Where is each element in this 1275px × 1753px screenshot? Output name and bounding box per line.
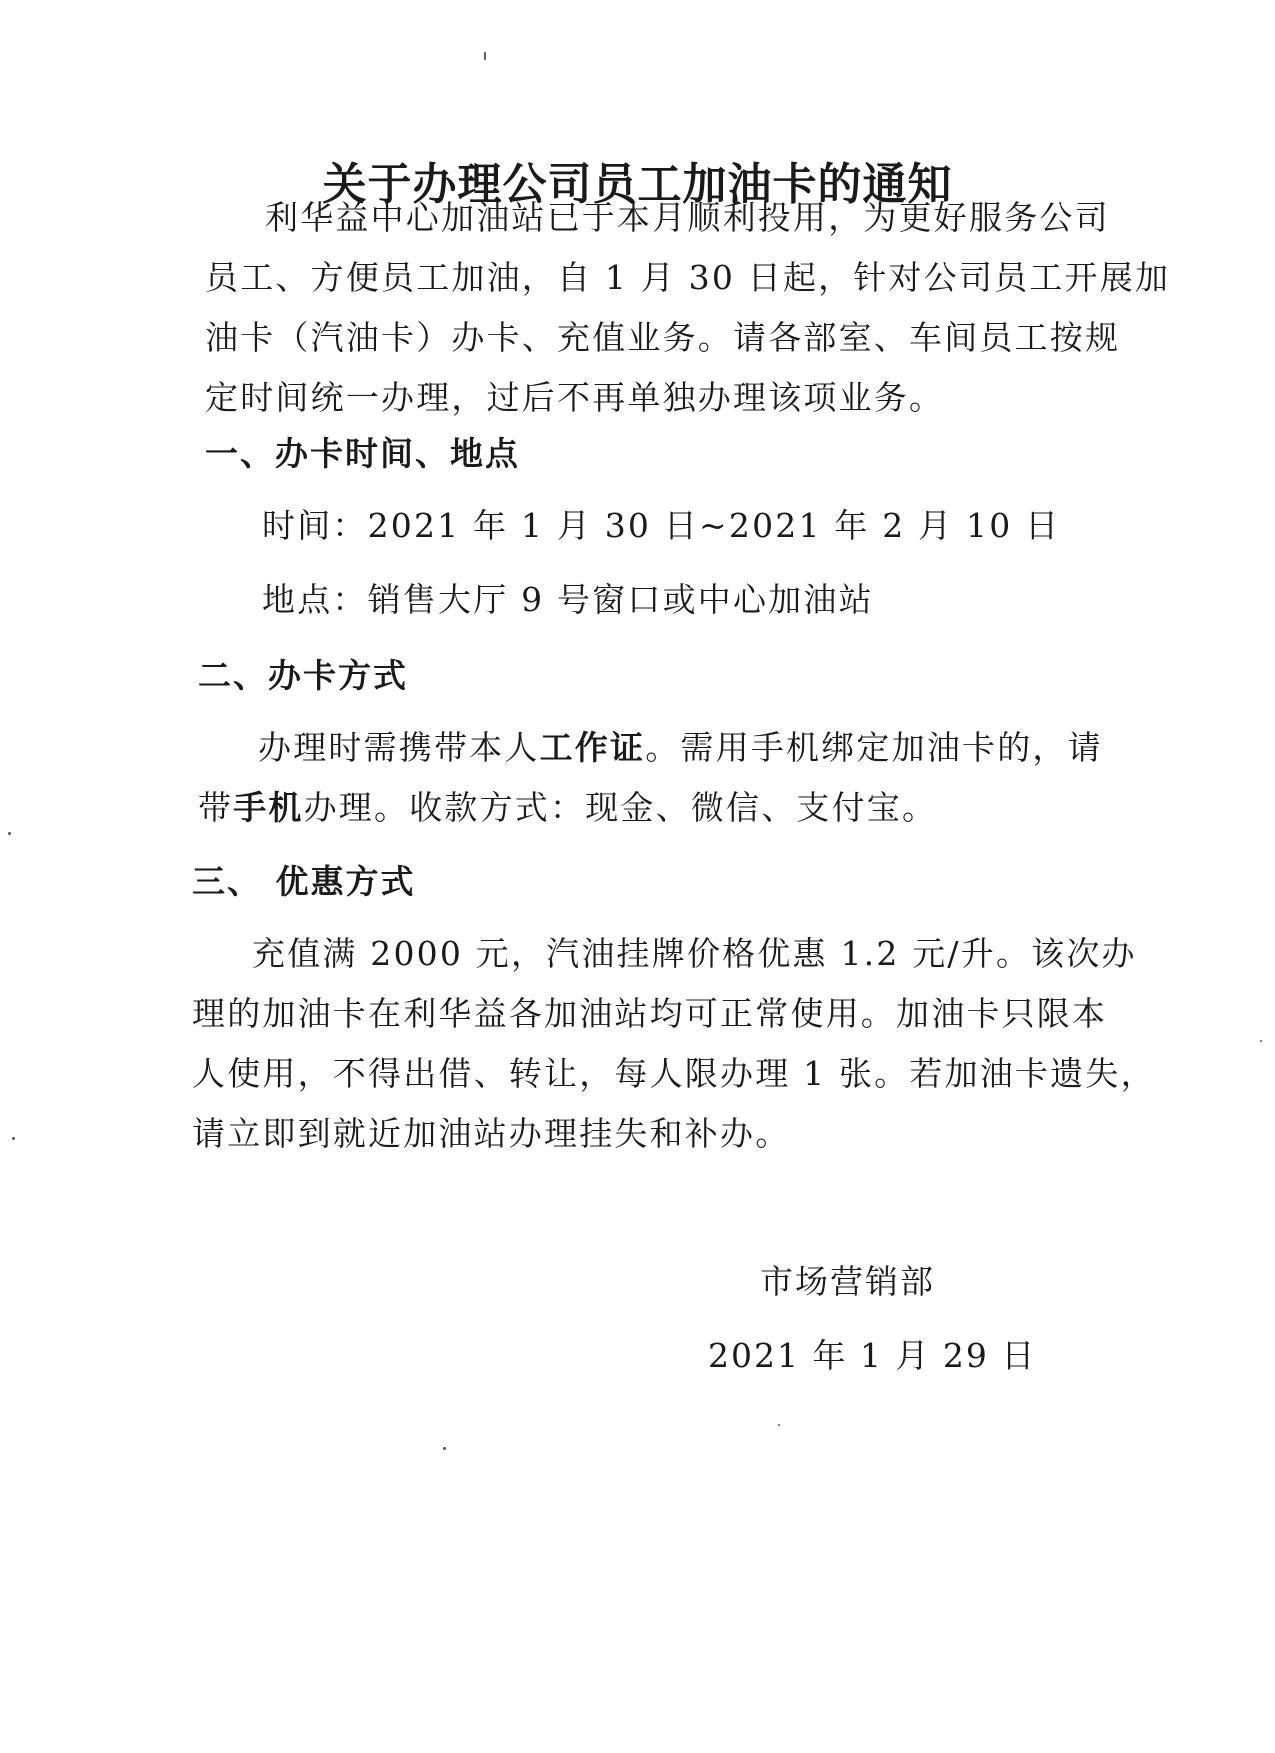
section2-heading: 二、办卡方式 [198, 656, 408, 695]
signature-date: 2021 年 1 月 29 日 [708, 1336, 1037, 1375]
section3-heading: 三、 优惠方式 [192, 862, 416, 901]
intro-line-4: 定时间统一办理，过后不再单独办理该项业务。 [205, 378, 945, 417]
section3-line-4: 请立即到就近加油站办理挂失和补办。 [192, 1114, 791, 1153]
phone-emphasis: 手机 [233, 788, 304, 827]
section1-place: 地点：销售大厅 9 号窗口或中心加油站 [262, 580, 874, 619]
scan-speck [1260, 1040, 1262, 1042]
intro-line-1: 利华益中心加油站已于本月顺利投用，为更好服务公司 [265, 198, 1110, 237]
section3-line-1: 充值满 2000 元，汽油挂牌价格优惠 1.2 元/升。该次办 [252, 934, 1137, 973]
intro-line-3: 油卡（汽油卡）办卡、充值业务。请各部室、车间员工按规 [205, 318, 1121, 357]
section2-line-1-a: 办理时需携带本人 [258, 728, 540, 767]
intro-line-2: 员工、方便员工加油，自 1 月 30 日起，针对公司员工开展加 [205, 258, 1171, 297]
section3-paragraph [192, 924, 1156, 1164]
section2-line-2 [198, 778, 1103, 838]
scan-speck [12, 1137, 15, 1140]
section1-heading: 一、办卡时间、地点 [205, 434, 520, 473]
section2-line-2-a: 带 [198, 788, 234, 827]
section3-line-2: 理的加油卡在利华益各加油站均可正常使用。加油卡只限本 [192, 994, 1108, 1033]
signature-department: 市场营销部 [760, 1262, 935, 1301]
scan-speck [8, 832, 11, 835]
section2-line-1-b: 。需用手机绑定加油卡的，请 [645, 728, 1103, 767]
scan-speck [484, 52, 486, 60]
section2-paragraph [198, 718, 1103, 838]
scan-speck [778, 1424, 780, 1426]
scan-speck [443, 1447, 446, 1450]
section1-time: 时间：2021 年 1 月 30 日~2021 年 2 月 10 日 [262, 506, 1061, 545]
section2-line-1 [198, 718, 1103, 778]
intro-paragraph [205, 188, 1170, 428]
notice-title: 关于办理公司员工加油卡的通知 [322, 159, 953, 210]
section3-line-3: 人使用，不得出借、转让，每人限办理 1 张。若加油卡遗失， [192, 1054, 1156, 1093]
section2-line-2-b: 办理。收款方式：现金、微信、支付宝。 [303, 788, 938, 827]
work-id-emphasis: 工作证 [539, 728, 646, 767]
